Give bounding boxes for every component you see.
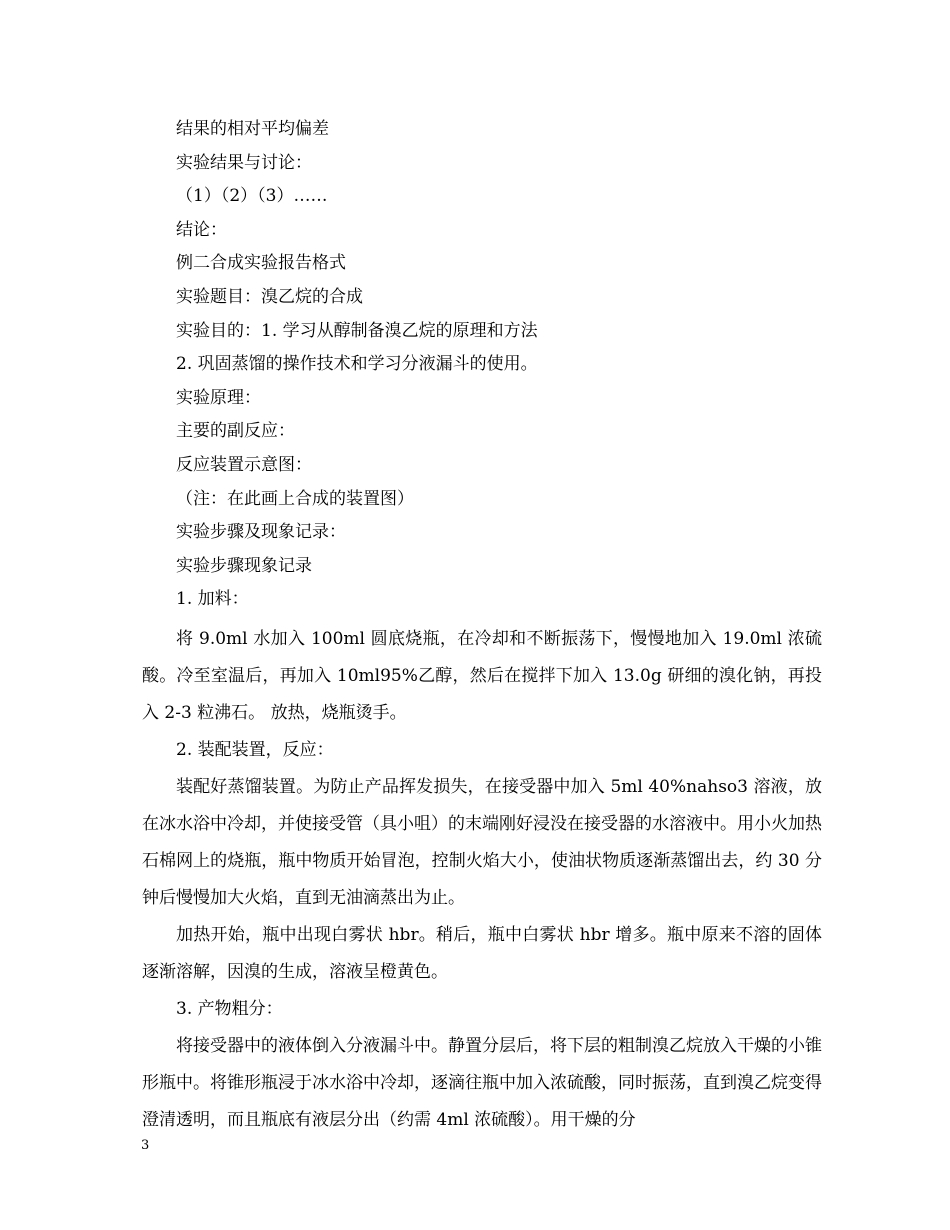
page-number: 3 [141,1138,150,1153]
section-heading: 主要的副反应： [176,421,295,442]
section-heading: 反应装置示意图： [176,454,312,475]
body-paragraph: 加热开始，瓶中出现白雾状 hbr。稍后，瓶中白雾状 hbr 增多。瓶中原来不溶的固体逐渐溶解，因溴的生成，溶液呈橙黄色。 [142,924,822,982]
text-line: （1）（2）（3）…… [176,186,328,207]
experiment-title: 实验题目：溴乙烷的合成 [176,286,363,307]
text-line: 2. 巩固蒸馏的操作技术和学习分液漏斗的使用。 [176,354,538,375]
section-heading: 实验步骤现象记录 [176,555,312,576]
experiment-purpose: 实验目的：1. 学习从醇制备溴乙烷的原理和方法 [176,320,538,341]
body-paragraph: 将 9.0ml 水加入 100ml 圆底烧瓶，在冷却和不断振荡下，慢慢地加入 19.0ml 浓硫酸。冷至室温后，再加入 10ml95%乙醇，然后在搅拌下加入 13.0g 研细的溴化钠，再投入 2-3 粒沸石。 放热，烧瓶烫手。 [142,628,822,723]
step-heading: 1. 加料： [176,589,249,610]
section-heading: 实验原理： [176,387,261,408]
note-line: （注：在此画上合成的装置图） [176,488,414,509]
text-line: 结果的相对平均偏差 [176,119,329,139]
body-paragraph: 将接受器中的液体倒入分液漏斗中。静置分层后，将下层的粗制溴乙烷放入干燥的小锥形瓶中。将锥形瓶浸于冰水浴中冷却，逐滴往瓶中加入浓硫酸，同时振荡，直到溴乙烷变得澄清透明，而且瓶底有液层分出（约需 4ml 浓硫酸）。用干燥的分 [142,1035,822,1130]
body-paragraph: 装配好蒸馏装置。为防止产品挥发损失，在接受器中加入 5ml 40%nahso3 溶液，放在冰水浴中冷却，并使接受管（具小咀）的末端刚好浸没在接受器的水溶液中。用小火加热石棉网上的烧瓶，瓶中物质开始冒泡，控制火焰大小，使油状物质逐渐蒸馏出去，约 30 分钟后慢慢加大火焰，直到无油滴蒸出为止。 [142,776,822,908]
section-heading: 实验步骤及现象记录： [176,522,346,543]
step-heading: 2. 装配装置，反应： [176,739,334,760]
section-heading: 例二合成实验报告格式 [176,253,346,274]
section-heading: 结论： [176,219,227,240]
document-body [142,113,822,1139]
section-heading: 实验结果与讨论： [176,152,312,173]
step-heading: 3. 产物粗分： [176,998,283,1019]
